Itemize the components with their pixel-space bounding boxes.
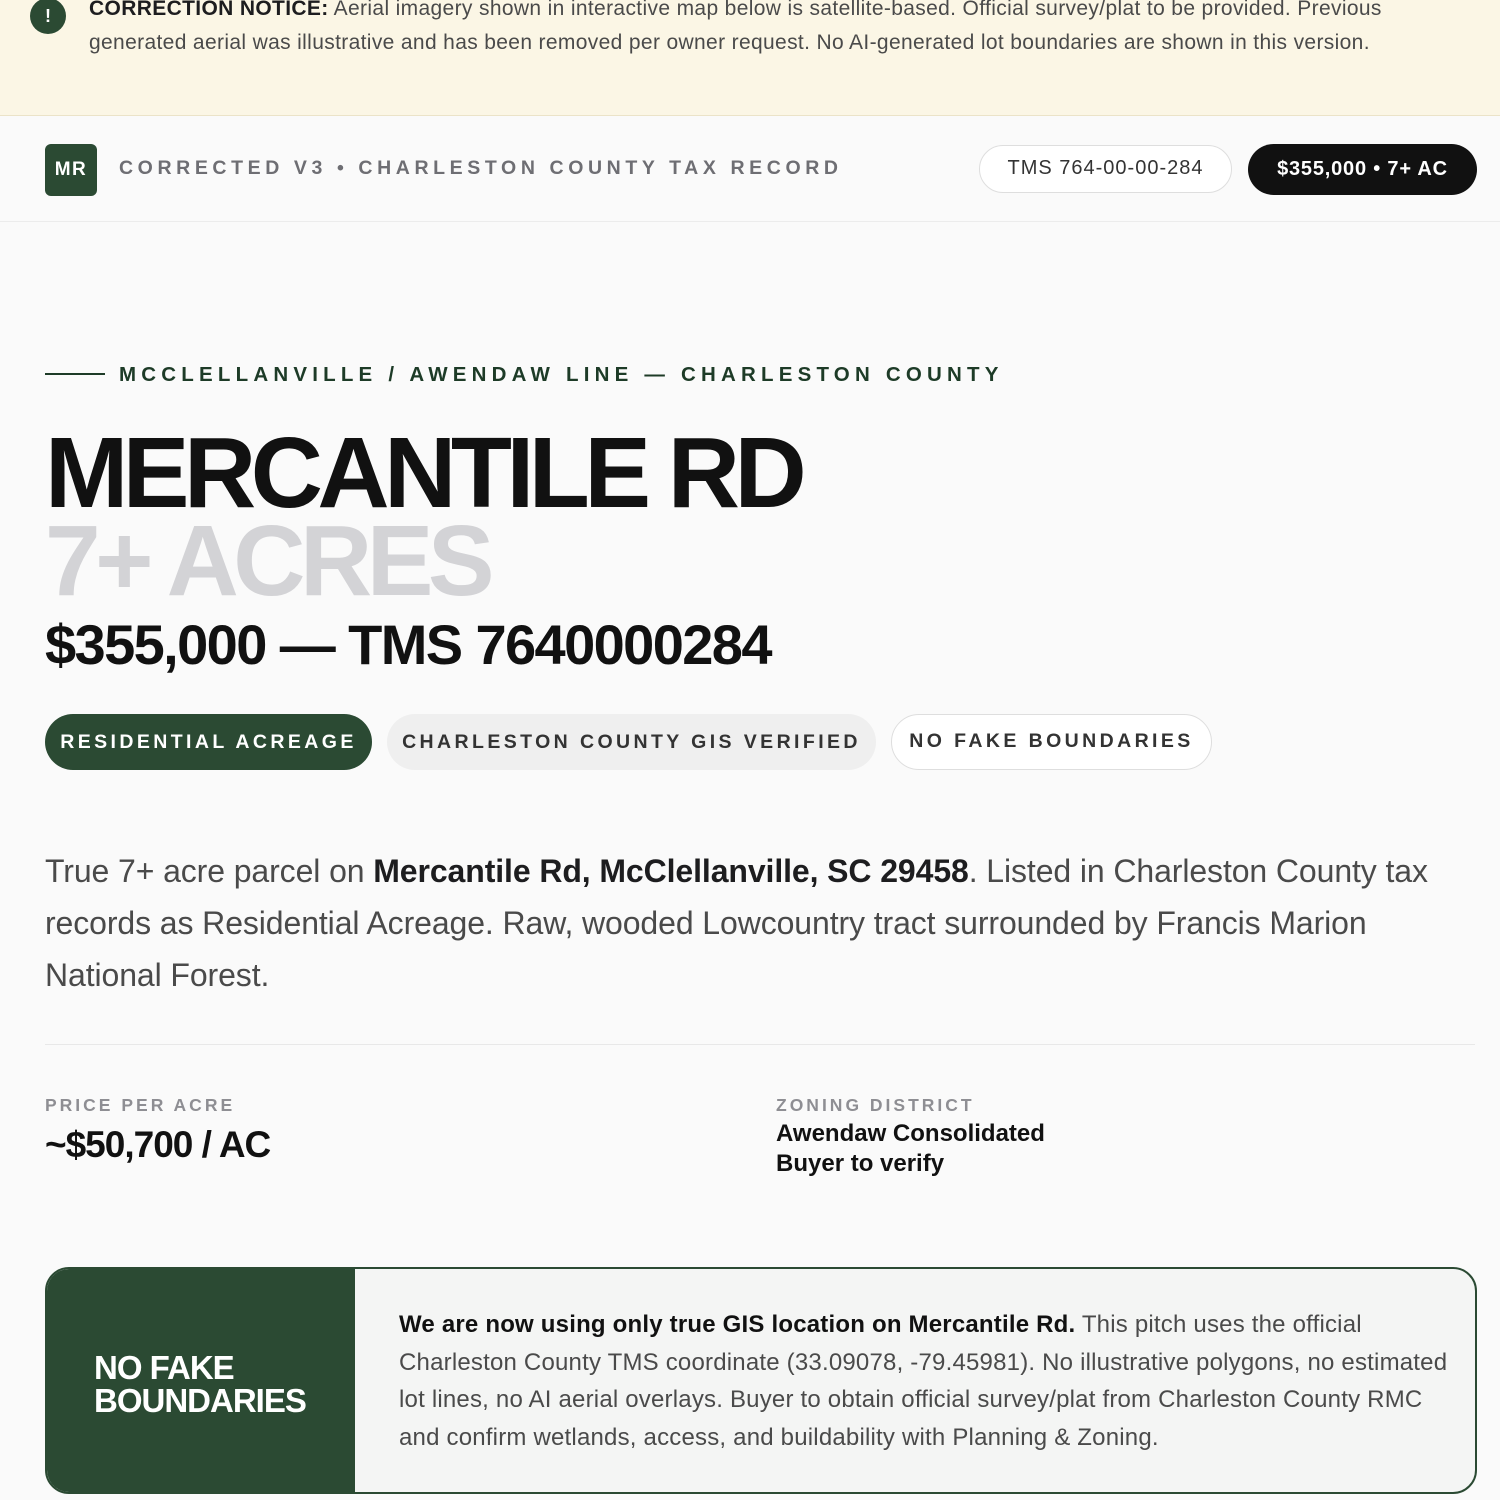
- callout-title-line-1: NO FAKE: [94, 1349, 234, 1386]
- description-intro: True 7+ acre parcel on: [45, 853, 374, 889]
- tms-pill-button[interactable]: TMS 764-00-00-284: [979, 145, 1232, 193]
- section-divider: [45, 1044, 1475, 1045]
- correction-notice-banner: [0, 0, 1500, 116]
- page-title: MERCANTILE RD: [45, 417, 802, 529]
- logo[interactable]: MR: [45, 144, 97, 196]
- zoning-note: Buyer to verify: [776, 1150, 945, 1177]
- eyebrow-divider: [45, 373, 105, 375]
- tag-no-fake-boundaries: NO FAKE BOUNDARIES: [891, 714, 1212, 770]
- header-title: CORRECTED V3 • CHARLESTON COUNTY TAX RECORD: [119, 157, 843, 179]
- price-pill-button[interactable]: $355,000 • 7+ AC: [1248, 144, 1477, 195]
- location-eyebrow: MCCLELLANVILLE / AWENDAW LINE — CHARLESTON COUNTY: [119, 363, 1004, 386]
- callout-body: This pitch uses the official Charleston County TMS coordinate (33.09078, -79.45981). No illustrative polygons, no estimated lot lines, no AI aerial overlays. Buyer to obtain official survey/plat from Charleston County RMC and confirm wetlands, access, and buildability with Planning & Zoning.: [399, 1311, 1448, 1451]
- correction-notice-body: Aerial imagery shown in interactive map below is satellite-based. Official survey/plat to be provided. Previous generated aerial was illustrative and has been removed per owner request. No AI-generated lot boundaries are shown in this version.: [89, 0, 1382, 54]
- exclamation-icon: !: [30, 0, 66, 34]
- callout-lead: We are now using only true GIS location on Mercantile Rd.: [399, 1311, 1076, 1338]
- price-tms-heading: $355,000 — TMS 7640000284: [45, 613, 771, 676]
- no-fake-boundaries-callout: [45, 1267, 1477, 1494]
- parcel-description: [45, 845, 1485, 1001]
- tag-gis-verified: CHARLESTON COUNTY GIS VERIFIED: [387, 714, 876, 770]
- correction-notice-label: CORRECTION NOTICE:: [89, 0, 329, 20]
- price-per-acre-value: ~$50,700 / AC: [45, 1124, 271, 1165]
- description-address: Mercantile Rd, McClellanville, SC 29458: [373, 853, 969, 889]
- acreage-title: 7+ ACRES: [45, 505, 490, 617]
- price-per-acre-label: PRICE PER ACRE: [45, 1095, 236, 1115]
- correction-notice-text: [89, 0, 1484, 59]
- description-details: . Listed in Charleston County tax records as Residential Acreage. Raw, wooded Lowcountry tract surrounded by Francis Marion National Forest.: [45, 853, 1428, 993]
- zoning-district-label: ZONING DISTRICT: [776, 1095, 975, 1115]
- callout-side-panel: [47, 1269, 355, 1492]
- zoning-district-value: [776, 1119, 1045, 1179]
- callout-title-line-2: BOUNDARIES: [94, 1382, 306, 1419]
- zoning-name: Awendaw Consolidated: [776, 1120, 1045, 1147]
- callout-title: [94, 1351, 344, 1417]
- callout-text: [399, 1306, 1449, 1456]
- tag-residential-acreage: RESIDENTIAL ACREAGE: [45, 714, 372, 770]
- page-header: [0, 117, 1500, 222]
